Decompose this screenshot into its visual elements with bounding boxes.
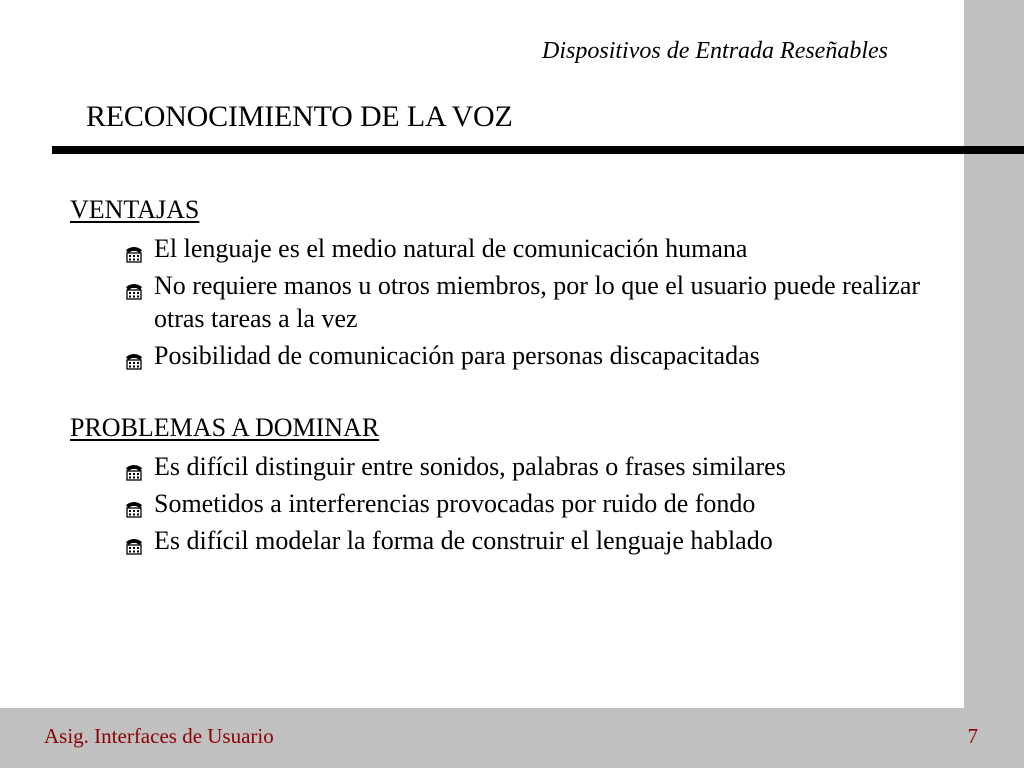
- footer-course-label: Asig. Interfaces de Usuario: [44, 724, 274, 748]
- telephone-icon: [122, 459, 146, 483]
- bullet-text: No requiere manos u otros miembros, por lo que el usuario puede realizar otras tareas a la vez: [154, 271, 921, 333]
- right-decorative-band: [964, 0, 1024, 768]
- bullet-list: [70, 232, 950, 372]
- section-heading: VENTAJAS: [70, 195, 200, 224]
- list-item: [70, 339, 950, 372]
- section-spacer: [70, 372, 950, 410]
- section-ventajas: [70, 192, 950, 372]
- telephone-icon: [122, 496, 146, 520]
- header-subtitle: Dispositivos de Entrada Reseñables: [542, 38, 888, 64]
- bullet-text: Es difícil distinguir entre sonidos, palabras o frases similares: [154, 452, 786, 481]
- list-item: [70, 232, 950, 265]
- section-problemas: [70, 410, 950, 557]
- title-underline-rule: [52, 146, 1024, 154]
- telephone-icon: [122, 348, 146, 372]
- list-item: [70, 450, 950, 483]
- bullet-text: Sometidos a interferencias provocadas por ruido de fondo: [154, 489, 756, 518]
- footer-page-number: 7: [967, 724, 978, 748]
- telephone-icon: [122, 241, 146, 265]
- list-item: [70, 269, 950, 335]
- bullet-text: Posibilidad de comunicación para personas discapacitadas: [154, 341, 760, 370]
- list-item: [70, 487, 950, 520]
- list-item: [70, 524, 950, 557]
- slide-title: RECONOCIMIENTO DE LA VOZ: [86, 100, 513, 133]
- section-heading: PROBLEMAS A DOMINAR: [70, 413, 380, 442]
- telephone-icon: [122, 278, 146, 302]
- bullet-text: Es difícil modelar la forma de construir el lenguaje hablado: [154, 526, 773, 555]
- bullet-text: El lenguaje es el medio natural de comunicación humana: [154, 234, 748, 263]
- slide-content: [70, 192, 950, 557]
- telephone-icon: [122, 533, 146, 557]
- bullet-list: [70, 450, 950, 557]
